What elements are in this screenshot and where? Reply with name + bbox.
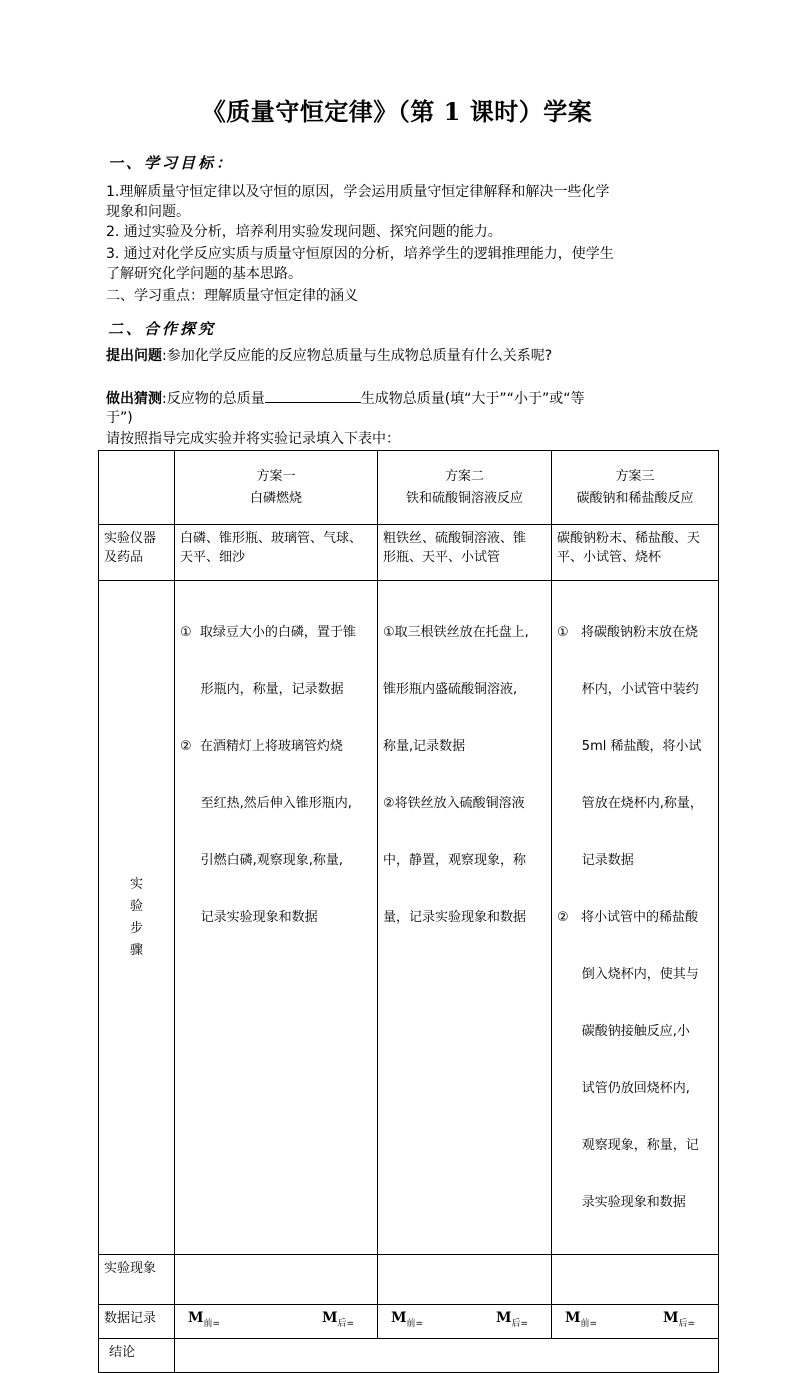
table-row bbox=[99, 581, 719, 1255]
cell-line: 5ml 稀盐酸，将小试 bbox=[557, 739, 702, 754]
plan-sub: 铁和硫酸铜溶液反应 bbox=[405, 490, 523, 506]
row-label-phenomenon: 实验现象 bbox=[99, 1255, 175, 1305]
mass-after: $M_{后=}$ bbox=[321, 1310, 354, 1329]
row-label-line: 及药品 bbox=[104, 550, 144, 565]
mass-before: $M_{前=}$ bbox=[565, 1310, 598, 1329]
cell-line: 平、小试管、烧杯 bbox=[557, 550, 662, 565]
table-row bbox=[99, 525, 719, 581]
mass-pair bbox=[557, 1309, 713, 1334]
guess-blank[interactable] bbox=[265, 388, 361, 403]
mass-pair bbox=[383, 1309, 546, 1334]
guess-line bbox=[106, 388, 706, 409]
steps-cell bbox=[552, 581, 719, 1255]
table-row bbox=[99, 451, 719, 525]
objective-line: 现象和问题。 bbox=[106, 204, 190, 220]
objective-line: 2. 通过实验及分析，培养利用实验发现问题、探究问题的能力。 bbox=[106, 224, 502, 240]
cell-line: ① 将碳酸钠粉末放在烧 bbox=[557, 625, 699, 640]
data-cell[interactable] bbox=[175, 1305, 378, 1339]
mass-before: $M_{前=}$ bbox=[188, 1310, 221, 1329]
cell-line: 录实验现象和数据 bbox=[557, 1195, 686, 1210]
table-row bbox=[99, 1338, 719, 1372]
instruments-cell bbox=[378, 525, 552, 581]
plan-name: 方案三 bbox=[615, 468, 655, 484]
instruction-line: 请按照指导完成实验并将实验记录填入下表中： bbox=[106, 431, 400, 447]
plan-header bbox=[552, 451, 719, 525]
vertical-char: 验 bbox=[129, 898, 143, 914]
row-label-instruments bbox=[99, 525, 175, 581]
mass-after: $M_{后=}$ bbox=[662, 1310, 695, 1329]
row-label-data: 数据记录 bbox=[99, 1305, 175, 1339]
plan-sub: 碳酸钠和稀盐酸反应 bbox=[576, 490, 694, 506]
objective-line: 3. 通过对化学反应实质与质量守恒原因的分析，培养学生的逻辑推理能力，使学生 bbox=[106, 246, 614, 262]
key-point-line: 二、学习重点：理解质量守恒定律的涵义 bbox=[106, 288, 358, 304]
cell-line: 量，记录实验现象和数据 bbox=[383, 910, 527, 925]
cell-line: 引燃白磷,观察现象,称量, bbox=[180, 853, 344, 868]
data-cell[interactable] bbox=[552, 1305, 719, 1339]
table-row bbox=[99, 1255, 719, 1305]
cell-line: 中，静置，观察现象，称 bbox=[383, 853, 527, 868]
cell-line: 倒入烧杯内，使其与 bbox=[557, 967, 699, 982]
phenomenon-cell[interactable] bbox=[175, 1255, 378, 1305]
cell-line: 记录实验现象和数据 bbox=[180, 910, 318, 925]
vertical-char: 实 bbox=[129, 876, 143, 892]
cell-line: 至红热,然后伸入锥形瓶内, bbox=[180, 796, 352, 811]
question-label: 提出问题 bbox=[106, 348, 162, 364]
cell-line: 形瓶、天平、小试管 bbox=[383, 550, 501, 565]
cell-line: 碳酸钠粉末、稀盐酸、天 bbox=[557, 531, 701, 546]
plan-name: 方案一 bbox=[256, 468, 296, 484]
guess-text-a: :反应物的总质量 bbox=[162, 391, 265, 407]
cell-line: 锥形瓶内盛硫酸铜溶液, bbox=[383, 682, 518, 697]
cell-line: ② 在酒精灯上将玻璃管灼烧 bbox=[180, 739, 343, 754]
objective-line: 1.理解质量守恒定律以及守恒的原因，学会运用质量守恒定律解释和解决一些化学 bbox=[106, 184, 610, 200]
page-title: 《质量守恒定律》（第 1 课时）学案 bbox=[201, 97, 593, 126]
cooperation-heading: 二、合作探究 bbox=[108, 320, 217, 338]
cell-line: 碳酸钠接触反应,小 bbox=[557, 1024, 690, 1039]
conclusion-cell[interactable] bbox=[175, 1338, 719, 1372]
cell-line: 记录数据 bbox=[557, 853, 634, 868]
plan-name: 方案二 bbox=[444, 468, 484, 484]
phenomenon-cell[interactable] bbox=[552, 1255, 719, 1305]
phenomenon-cell[interactable] bbox=[378, 1255, 552, 1305]
empty-corner-cell bbox=[99, 451, 175, 525]
mass-after: $M_{后=}$ bbox=[495, 1310, 528, 1329]
vertical-char: 步 bbox=[129, 920, 143, 936]
instruments-cell bbox=[552, 525, 719, 581]
question-text: :参加化学反应能的反应物总质量与生成物总质量有什么关系呢? bbox=[162, 348, 553, 364]
vertical-char: 骤 bbox=[129, 942, 143, 958]
cell-line: ②将铁丝放入硫酸铜溶液 bbox=[383, 796, 525, 811]
experiment-table bbox=[98, 450, 719, 1373]
cell-line: 观察现象，称量，记 bbox=[557, 1138, 699, 1153]
guess-text-b: 生成物总质量(填“大于”“小于”或“等 bbox=[360, 391, 585, 407]
cell-line: 管放在烧杯内,称量， bbox=[557, 796, 703, 811]
cell-line: 杯内，小试管中装约 bbox=[557, 682, 699, 697]
cell-line: 粗铁丝、硫酸铜溶液、锥 bbox=[383, 531, 527, 546]
plan-header bbox=[175, 451, 378, 525]
cell-line: 称量,记录数据 bbox=[383, 739, 466, 754]
cell-line: 天平、细沙 bbox=[180, 550, 246, 565]
cell-line: 试管仍放回烧杯内, bbox=[557, 1081, 690, 1096]
table-row bbox=[99, 1305, 719, 1339]
row-label-line: 实验仪器 bbox=[104, 531, 157, 546]
question-line bbox=[106, 346, 706, 366]
instruments-cell bbox=[175, 525, 378, 581]
mass-pair bbox=[180, 1309, 372, 1334]
cell-line: 白磷、锥形瓶、玻璃管、气球、 bbox=[180, 531, 363, 546]
cell-line: ①取三根铁丝放在托盘上, bbox=[383, 625, 529, 640]
steps-cell bbox=[175, 581, 378, 1255]
guess-label: 做出猜测 bbox=[106, 391, 162, 407]
cell-line: ② 将小试管中的稀盐酸 bbox=[557, 910, 699, 925]
objectives-heading: 一、学习目标： bbox=[108, 154, 235, 172]
data-cell[interactable] bbox=[378, 1305, 552, 1339]
row-label-steps bbox=[99, 581, 175, 1255]
mass-before: $M_{前=}$ bbox=[391, 1310, 424, 1329]
plan-header bbox=[378, 451, 552, 525]
objective-line: 了解研究化学问题的基本思路。 bbox=[106, 266, 302, 282]
guess-text-c: 于”) bbox=[106, 410, 133, 426]
plan-sub: 白磷燃烧 bbox=[249, 490, 302, 506]
steps-cell bbox=[378, 581, 552, 1255]
row-label-conclusion: 结论 bbox=[99, 1338, 175, 1372]
cell-line: ① 取绿豆大小的白磷，置于锥 bbox=[180, 625, 356, 640]
cell-line: 形瓶内，称量，记录数据 bbox=[180, 682, 344, 697]
